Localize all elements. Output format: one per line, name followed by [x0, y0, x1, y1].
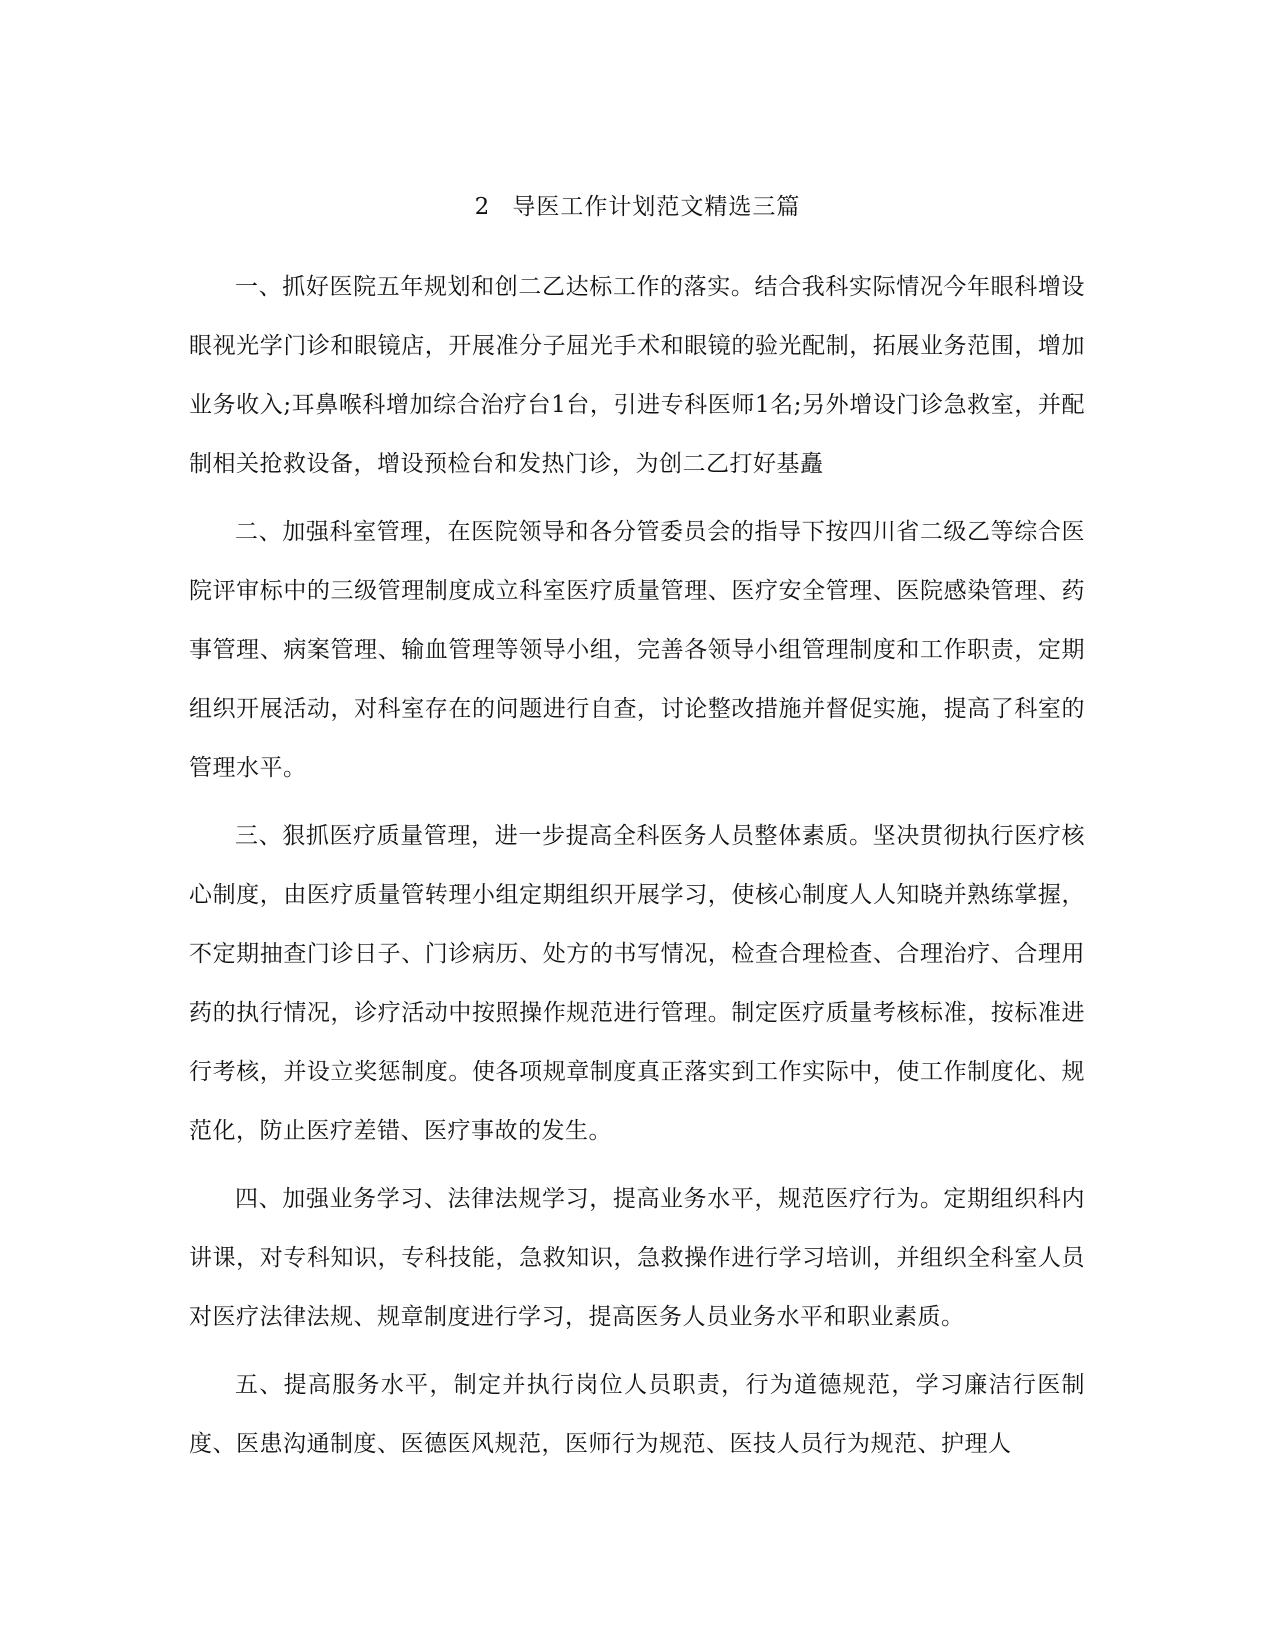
- paragraph-4: 四、加强业务学习、法律法规学习，提高业务水平，规范医疗行为。定期组织科内讲课，对专科知识，专科技能，急救知识，急救操作进行学习培训，并组织全科室人员对医疗法律法规、规章制度进行学习，提高医务人员业务水平和职业素质。: [189, 1186, 1085, 1330]
- document-body: [189, 258, 1085, 1483]
- title-number: 2: [474, 194, 491, 220]
- paragraph-1: 一、抓好医院五年规划和创二乙达标工作的落实。结合我科实际情况今年眼科增设眼视光学门诊和眼镜店，开展准分子屈光手术和眼镜的验光配制，拓展业务范围，增加业务收入;耳鼻喉科增加综合治疗台1台，引进专科医师1名;另外增设门诊急救室，并配制相关抢救设备，增设预检台和发热门诊，为创二乙打好基矗: [189, 274, 1085, 477]
- paragraph-3: 三、狠抓医疗质量管理，进一步提高全科医务人员整体素质。坚决贯彻执行医疗核心制度，由医疗质量管转理小组定期组织开展学习，使核心制度人人知晓并熟练掌握，不定期抽查门诊日子、门诊病历、处方的书写情况，检查合理检查、合理治疗、合理用药的执行情况，诊疗活动中按照操作规范进行管理。制定医疗质量考核标准，按标准进行考核，并设立奖惩制度。使各项规章制度真正落实到工作实际中，使工作制度化、规范化，防止医疗差错、医疗事故的发生。: [189, 823, 1085, 1144]
- paragraph-5: 五、提高服务水平，制定并执行岗位人员职责，行为道德规范，学习廉洁行医制度、医患沟通制度、医德医风规范，医师行为规范、医技人员行为规范、护理人: [189, 1372, 1085, 1457]
- paragraph-2: 二、加强科室管理，在医院领导和各分管委员会的指导下按四川省二级乙等综合医院评审标中的三级管理制度成立科室医疗质量管理、医疗安全管理、医院感染管理、药事管理、病案管理、输血管理等领导小组，完善各领导小组管理制度和工作职责，定期组织开展活动，对科室存在的问题进行自查，讨论整改措施并督促实施，提高了科室的管理水平。: [189, 519, 1085, 781]
- title-text: 导医工作计划范文精选三篇: [512, 194, 801, 220]
- document-title: [0, 190, 1275, 224]
